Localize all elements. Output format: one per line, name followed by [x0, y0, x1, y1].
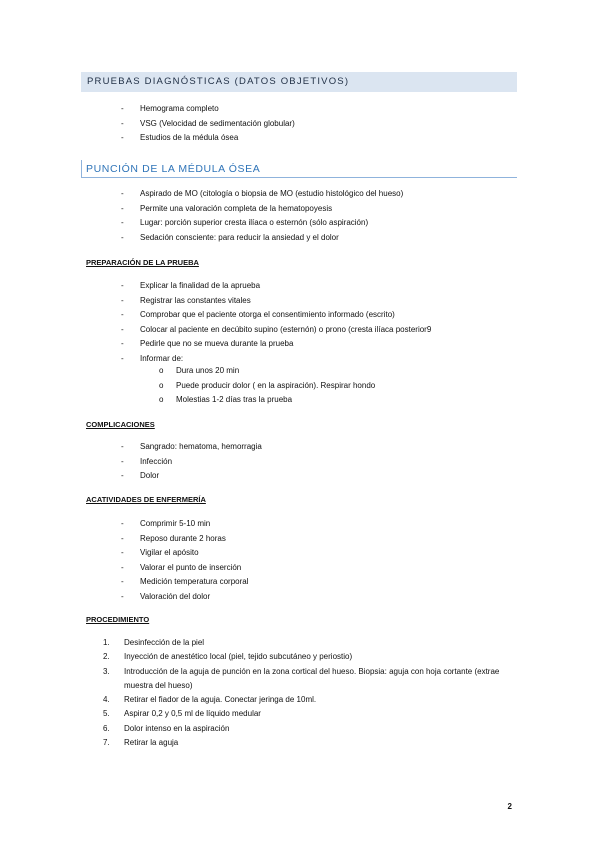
- list-item: - Pedirle que no se mueva durante la prueba: [121, 339, 294, 349]
- dash-marker: -: [121, 133, 124, 143]
- list-pruebas: [121, 102, 295, 146]
- circle-bullet: o: [159, 395, 164, 405]
- list-item: - Colocar al paciente en decúbito supino (esternón) o prono (cresta ilíaca posterior9: [121, 324, 432, 334]
- list-item: 4. Retirar el fiador de la aguja. Conectar jeringa de 10ml.: [103, 695, 317, 705]
- list-item: o Dura unos 20 min: [159, 364, 375, 379]
- list-item: - Permite una valoración completa de la hematopoyesis: [121, 203, 333, 213]
- list-item: - Sangrado: hematoma, hemorragia: [121, 442, 262, 451]
- list-item: - Aspirado de MO (citología o biopsia de MO (estudio histológico del hueso): [121, 189, 404, 198]
- sublist-informar: [159, 364, 375, 408]
- list-complicaciones: [121, 440, 262, 484]
- list-item: - Hemograma completo: [121, 102, 295, 117]
- list-item: 7. Retirar la aguja: [103, 738, 179, 748]
- list-item: - Registrar las constantes vitales: [121, 295, 251, 305]
- list-puncion: [121, 187, 403, 245]
- page-number: 2: [507, 802, 512, 811]
- list-item: - Dolor: [121, 471, 160, 481]
- list-item: - Vigilar el apósito: [121, 548, 199, 558]
- list-item: 3. Introducción de la aguja de punción en la zona cortical del hueso. Biopsia: aguja con hoja cortante (extrae muestra del hueso): [103, 666, 500, 690]
- section-title-pruebas: PRUEBAS DIAGNÓSTICAS (DATOS OBJETIVOS): [81, 72, 517, 92]
- list-item: o Molestias 1-2 días tras la prueba: [159, 393, 375, 408]
- circle-bullet: o: [159, 380, 164, 390]
- list-item: - Valoración del dolor: [121, 591, 211, 601]
- list-item: 6. Dolor intenso en la aspiración: [103, 723, 230, 733]
- list-item: 2. Inyección de anestético local (piel, tejido subcutáneo y periostio): [103, 652, 353, 662]
- list-actividades: [121, 517, 249, 605]
- list-item: - Lugar: porción superior cresta ilíaca o esternón (sólo aspiración): [121, 218, 369, 228]
- subheading-complicaciones: COMPLICACIONES: [86, 420, 155, 429]
- list-item: - Informar de:: [121, 353, 184, 363]
- list-item: o Puede producir dolor ( en la aspiración). Respirar hondo: [159, 379, 375, 394]
- list-item: - Explicar la finalidad de la aprueba: [121, 281, 261, 290]
- list-preparacion: [121, 279, 431, 367]
- list-item: - VSG (Velocidad de sedimentación globular): [121, 117, 295, 132]
- list-item: - Comprimir 5-10 min: [121, 519, 211, 528]
- list-item: 5. Aspirar 0,2 y 0,5 ml de líquido medular: [103, 709, 261, 719]
- subheading-procedimiento: PROCEDIMIENTO: [86, 615, 150, 624]
- dash-marker: -: [121, 104, 124, 113]
- list-item: - Infección: [121, 456, 173, 466]
- circle-bullet: o: [159, 366, 164, 375]
- list-item: - Medición temperatura corporal: [121, 577, 249, 587]
- list-item: 1. Desinfección de la piel: [103, 638, 205, 647]
- list-item: - Comprobar que el paciente otorga el consentimiento informado (escrito): [121, 310, 395, 320]
- list-item: - Sedación consciente: para reducir la ansiedad y el dolor: [121, 232, 339, 242]
- section-title-puncion: PUNCIÓN DE LA MÉDULA ÓSEA: [81, 160, 517, 178]
- list-procedimiento: [103, 636, 519, 750]
- subheading-preparacion: PREPARACIÓN DE LA PRUEBA: [86, 258, 199, 267]
- list-item: - Valorar el punto de inserción: [121, 562, 242, 572]
- list-item: - Estudios de la médula ósea: [121, 131, 295, 146]
- subheading-actividades: ACATIVIDADES DE ENFERMERÍA: [86, 495, 206, 504]
- dash-marker: -: [121, 118, 124, 128]
- list-item: - Reposo durante 2 horas: [121, 533, 226, 543]
